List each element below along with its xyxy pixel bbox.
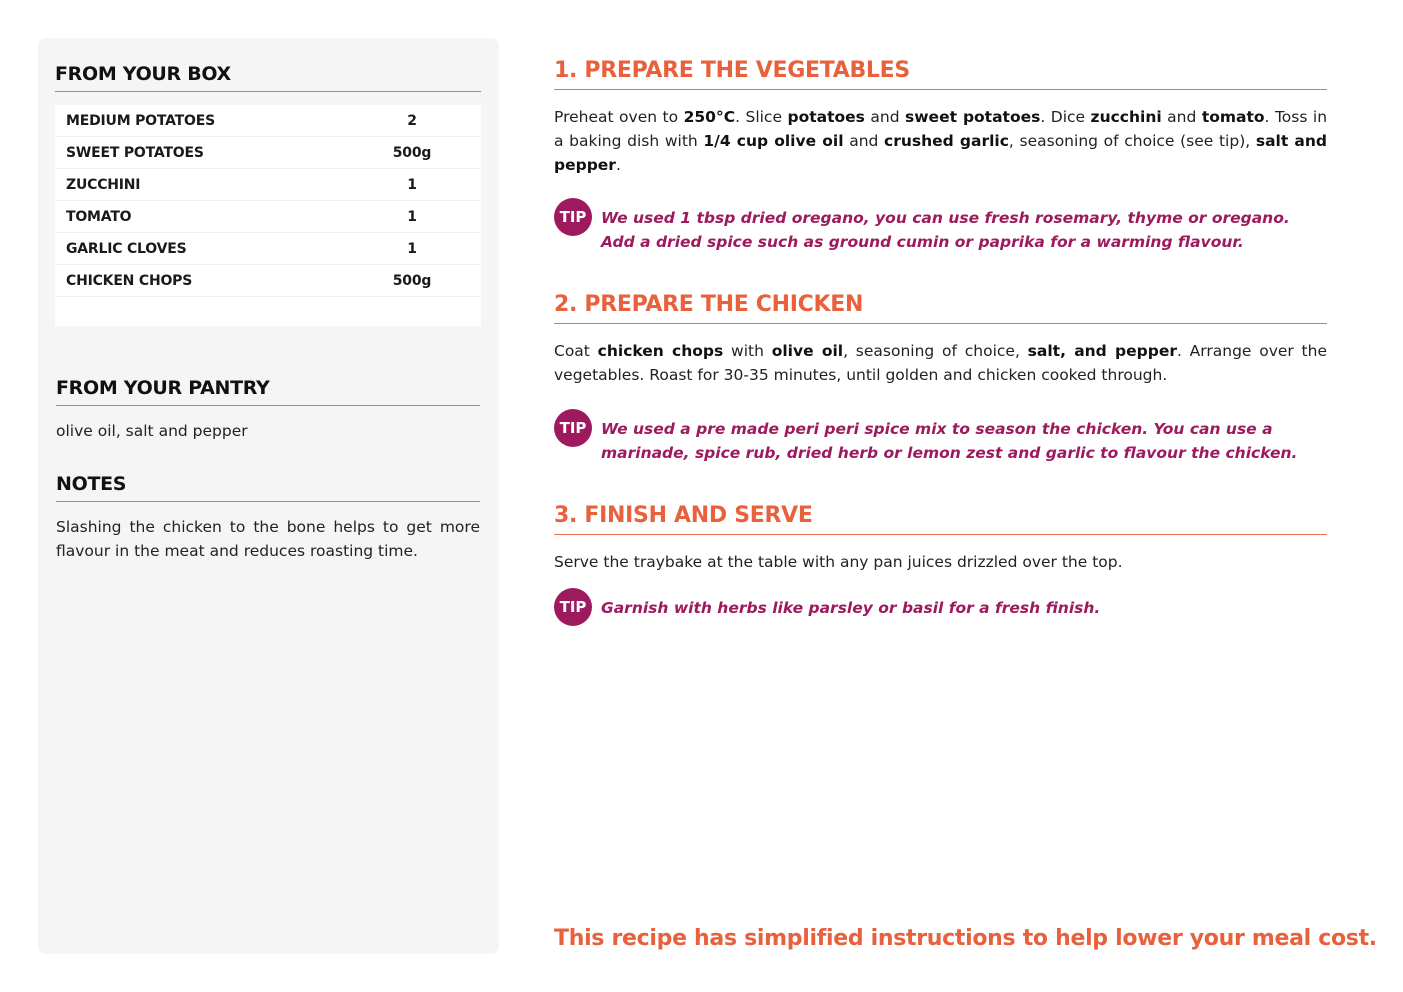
text-run: with [723,342,772,360]
tip-badge: TIP [554,588,592,626]
step-1-heading: 1. PREPARE THE VEGETABLES [554,58,1327,90]
from-your-pantry-heading: FROM YOUR PANTRY [56,377,480,406]
simplified-instructions-note: This recipe has simplified instructions to help lower your meal cost. [554,926,1377,951]
ingredient-qty: 2 [407,112,417,129]
text-run: , seasoning of choice (see tip), [1008,132,1256,150]
text-run: and [843,132,885,150]
ingredient-qty: 1 [407,240,417,257]
ingredient-name: CHICKEN CHOPS [66,272,193,289]
from-your-box-heading: FROM YOUR BOX [55,63,481,92]
ingredient-name: MEDIUM POTATOES [66,112,215,129]
table-row [55,233,481,265]
bold-run: tomato [1201,108,1265,126]
step-3-heading: 3. FINISH AND SERVE [554,503,1327,535]
bold-run: olive oil [771,342,844,360]
text-run: . Dice [1040,108,1091,126]
bold-run: crushed garlic [884,132,1009,150]
table-row [55,137,481,169]
step-2-heading: 2. PREPARE THE CHICKEN [554,292,1327,324]
text-run: Coat [554,342,598,360]
bold-run: sweet potatoes [905,108,1041,126]
text-run: . Toss in a baking dish with [554,108,1328,150]
text-run: . [615,156,621,174]
bold-run: salt, and pepper [1027,342,1177,360]
text-run: Preheat oven to [554,108,684,126]
ingredient-qty: 500g [392,144,432,161]
text-run: Serve the traybake at the table with any pan juices drizzled over the top. [554,553,1123,571]
text-run: . Slice [735,108,788,126]
table-row [55,169,481,201]
bold-run: chicken chops [597,342,724,360]
ingredient-name: ZUCCHINI [66,176,141,193]
table-row [55,265,481,297]
text-run: and [1161,108,1202,126]
text-run: , seasoning of choice, [843,342,1028,360]
tip-3-text: Garnish with herbs like parsley or basil for a fresh finish. [601,599,1101,617]
tip-badge: TIP [554,198,592,236]
text-run: . Arrange over the vegetables. Roast for 30-35 minutes, until golden and chicken cooked through. [554,342,1327,384]
tip-badge: TIP [554,409,592,447]
ingredient-name: TOMATO [66,208,132,225]
table-row [55,105,481,137]
tip-2-text: We used a pre made peri peri spice mix to season the chicken. You can use a marinade, spice rub, dried herb or lemon zest and garlic to flavour the chicken. [601,420,1298,462]
ingredient-qty: 500g [392,272,432,289]
step-2-text [554,339,1327,387]
box-ingredients-table [55,105,481,326]
bold-run: 250°C [683,108,736,126]
ingredient-qty: 1 [407,176,417,193]
ingredients-sidebar [38,38,499,954]
pantry-text: olive oil, salt and pepper [56,422,248,440]
ingredient-qty: 1 [407,208,417,225]
bold-run: salt and pepper [554,132,1327,174]
tip-1-text: We used 1 tbsp dried oregano, you can use fresh rosemary, thyme or oregano. Add a dried spice such as ground cumin or paprika for a warming flavour. [601,209,1290,251]
step-1-text [554,105,1327,177]
bold-run: zucchini [1090,108,1162,126]
ingredient-name: GARLIC CLOVES [66,240,187,257]
step-3-text [554,550,1327,574]
ingredient-name: SWEET POTATOES [66,144,204,161]
text-run: and [864,108,906,126]
table-row [55,201,481,233]
bold-run: potatoes [787,108,865,126]
notes-heading: NOTES [56,473,480,502]
notes-text: Slashing the chicken to the bone helps to get more flavour in the meat and reduces roasting time. [56,518,480,560]
bold-run: 1/4 cup olive oil [703,132,844,150]
